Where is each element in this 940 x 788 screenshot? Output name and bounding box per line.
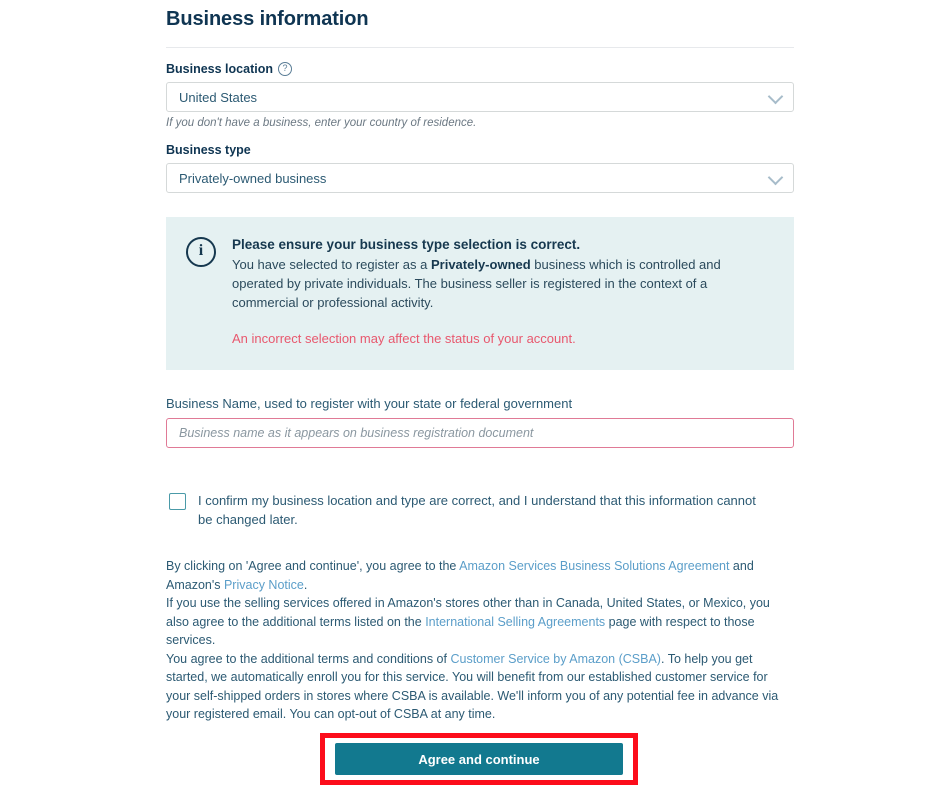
- legal-text: [166, 557, 794, 724]
- business-type-label-text: Business type: [166, 143, 251, 157]
- business-type-info-alert: [166, 217, 794, 370]
- confirm-checkbox[interactable]: [169, 493, 186, 510]
- link-customer-service-by-amazon[interactable]: Customer Service by Amazon (CSBA): [450, 651, 661, 666]
- link-international-selling-agreements[interactable]: International Selling Agreements: [425, 614, 606, 629]
- title-divider: [166, 47, 794, 48]
- business-name-placeholder: Business name as it appears on business registration document: [179, 426, 534, 440]
- alert-warning-text: An incorrect selection may affect the status of your account.: [232, 331, 576, 346]
- confirm-checkbox-label: I confirm my business location and type are correct, and I understand that this information cannot be changed later.: [198, 493, 756, 527]
- page-title: Business information: [166, 8, 369, 30]
- form-content: [166, 0, 794, 724]
- business-name-label: Business Name, used to register with your state or federal government: [166, 396, 573, 411]
- submit-button-annotation: [320, 733, 638, 785]
- business-type-value: Privately-owned business: [179, 170, 327, 186]
- business-location-select[interactable]: [166, 82, 794, 112]
- link-privacy-notice[interactable]: Privacy Notice: [223, 577, 304, 592]
- business-type-field: [166, 143, 794, 193]
- legal-p3-part2: . To help you get started, we automatically enroll you for this service. You will benefit from our established customer service for your self-shipped orders in stores where CSBA is available. We'll inform you of any potential fee in advance via your registered email. You can opt-out of CSBA at any time.: [166, 651, 779, 721]
- chevron-down-icon: [768, 170, 784, 186]
- business-type-select[interactable]: [166, 163, 794, 193]
- info-circle-icon: i: [186, 237, 216, 267]
- legal-paragraph-3: [166, 650, 794, 724]
- chevron-down-icon: [768, 89, 784, 105]
- alert-text: [232, 255, 774, 312]
- business-type-label: [166, 143, 794, 157]
- business-name-input[interactable]: [166, 418, 794, 448]
- legal-p1-part2: and Amazon's: [166, 559, 754, 592]
- business-location-field: [166, 62, 794, 129]
- business-location-hint: If you don't have a business, enter your country of residence.: [166, 117, 477, 129]
- legal-p2-part2: page with respect to those services.: [166, 614, 755, 647]
- legal-p3-part1: You agree to the additional terms and conditions of: [166, 651, 451, 666]
- business-location-label: [166, 62, 794, 76]
- legal-paragraph-2: [166, 594, 794, 650]
- legal-p2-part1: If you use the selling services offered in Amazon's stores other than in Canada, United States, or Mexico, you also agree to the additional terms listed on the: [166, 596, 770, 629]
- legal-paragraph-1: [166, 557, 794, 594]
- alert-text-part1: You have selected to register as a: [232, 257, 431, 272]
- legal-p1-part1: By clicking on 'Agree and continue', you agree to the: [166, 559, 460, 573]
- business-location-value: United States: [179, 89, 258, 105]
- help-circle-icon[interactable]: ?: [278, 62, 292, 76]
- link-business-solutions-agreement[interactable]: Amazon Services Business Solutions Agreement: [459, 559, 730, 573]
- business-location-label-text: Business location: [166, 62, 273, 76]
- alert-body: [232, 235, 774, 348]
- alert-text-part2: business which is controlled and operated by private individuals. The business seller is registered in the context of a commercial or professional activity.: [232, 257, 721, 310]
- alert-title: Please ensure your business type selection is correct.: [232, 237, 581, 252]
- agree-and-continue-button[interactable]: Agree and continue: [335, 743, 623, 775]
- alert-text-bold: Privately-owned: [430, 257, 531, 272]
- confirm-checkbox-row[interactable]: [166, 491, 794, 529]
- legal-p1-part3: .: [303, 577, 308, 592]
